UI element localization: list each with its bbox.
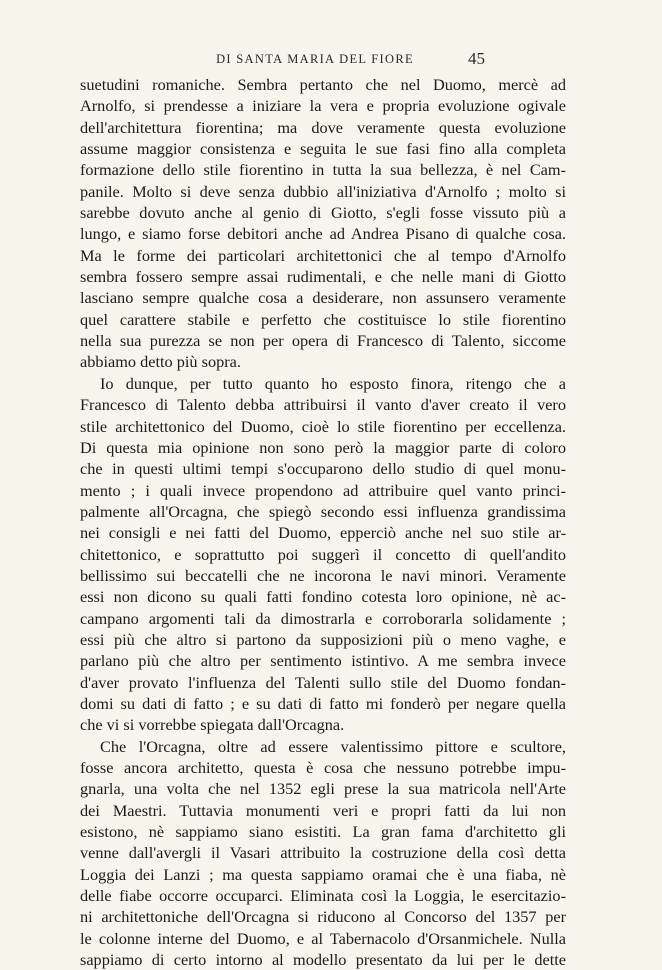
text-line: venne dall'avergli il Vasari attribuito la costruzione della così detta (80, 843, 566, 863)
paragraph (80, 373, 566, 736)
text-line: nei consigli e nei fatti del Duomo, epperciò anche nel suo stile ar- (80, 523, 566, 543)
text-line: d'aver provato l'influenza del Talenti sullo stile del Duomo fondan- (80, 672, 566, 692)
text-line: formazione dello stile fiorentino in tutta la sua bellezza, è nel Cam- (80, 160, 566, 180)
text-line: delle fiabe occorre occuparci. Eliminata così la Loggia, le esercitazio- (80, 886, 566, 906)
paragraph (80, 736, 566, 970)
text-line: assume maggior consistenza e seguita le sue fasi fino alla completa (80, 139, 566, 159)
text-line: dell'architettura fiorentina; ma dove veramente questa evoluzione (80, 117, 566, 137)
text-line: ni architettoniche dell'Orcagna si riducono al Concorso del 1357 per (80, 907, 566, 927)
text-line: stile architettonico del Duomo, cioè lo stile fiorentino per eccellenza. (80, 416, 566, 436)
text-line: abbiamo detto più sopra. (80, 352, 241, 372)
text-line: sembra fossero sempre assai rudimentali, e che nelle mani di Giotto (80, 267, 566, 287)
text-line: Che l'Orcagna, oltre ad essere valentissimo pittore e scultore, (100, 736, 566, 756)
text-line: chitettonico, e soprattutto poi suggerì il concetto di quell'andito (80, 544, 566, 564)
text-line: Loggia dei Lanzi ; ma questa sappiamo oramai che è una fiaba, nè (80, 864, 566, 884)
text-line: Ma le forme dei particolari architettonici che al tempo d'Arnolfo (80, 245, 566, 265)
text-line: Di questa mia opinione non sono però la maggior parte di coloro (80, 437, 566, 457)
page-number: 45 (468, 49, 485, 68)
text-line: dei Maestri. Tuttavia monumenti veri e propri fatti da lui non (80, 800, 566, 820)
text-line: esistono, nè sappiamo siano esistiti. La gran fama d'architetto gli (80, 822, 566, 842)
text-line: essi più che altro si partono da supposizioni più o meno vaghe, e (80, 629, 566, 649)
body-text (80, 74, 566, 970)
text-line: che in questi ultimi tempi s'occuparono dello studio di quel monu- (80, 459, 566, 479)
text-line: campano argomenti tali da dimostrarla e corroborarla solidamente ; (80, 608, 566, 628)
text-line: mento ; i quali invece propendono ad attribuire quel vanto princi- (80, 480, 566, 500)
text-line: suetudini romaniche. Sembra pertanto che nel Duomo, mercè ad (80, 75, 566, 94)
text-line: panile. Molto si deve senza dubbio all'iniziativa d'Arnolfo ; molto si (80, 181, 566, 201)
text-line: fosse ancora architetto, questa è cosa che nessuno potrebbe impu- (80, 758, 566, 777)
text-line: quel carattere stabile e perfetto che costituisce lo stile fiorentino (80, 309, 566, 329)
text-line: le colonne interne del Duomo, e al Tabernacolo d'Orsanmichele. Nulla (80, 928, 566, 948)
text-line: gnarla, una volta che nel 1352 egli prese la sua matricola nell'Arte (80, 779, 566, 799)
text-line: essi non dicono su quali fatti fondino cotesta loro opinione, nè ac- (80, 587, 566, 607)
text-line: lasciano sempre qualche cosa a desiderare, non assunsero veramente (80, 288, 566, 308)
text-line: Francesco di Talento debba attribuirsi il vanto d'aver creato il vero (80, 395, 566, 415)
text-line: bellissimo sui beccatelli che ne incorona le navi minori. Veramente (80, 565, 566, 585)
paragraph (80, 74, 566, 373)
text-line: domi su dati di fatto ; e su dati di fatto mi fonderò per negare quella (80, 693, 566, 713)
text-line: che vi si vorrebbe spiegata dall'Orcagna. (80, 715, 345, 735)
text-line: Arnolfo, si prendesse a iniziare la vera e propria evoluzione ogivale (80, 96, 566, 116)
text-line: nella sua purezza se non per opera di Francesco di Talento, siccome (80, 331, 566, 351)
text-line: Io dunque, per tutto quanto ho esposto finora, ritengo che a (100, 373, 566, 393)
running-header: DI SANTA MARIA DEL FIORE (216, 52, 414, 66)
text-line: sappiamo di certo intorno al modello presentato da lui per le dette (80, 950, 566, 970)
text-line: lungo, e siamo forse debitori anche ad Andrea Pisano di qualche cosa. (80, 224, 566, 244)
text-line: palmente all'Orcagna, che spiegò secondo essi influenza grandissima (80, 501, 566, 521)
text-line: parlano più che altro per sentimento istintivo. A me sembra invece (80, 651, 566, 671)
text-line: sarebbe dovuto anche al genio di Giotto, s'egli fosse vissuto più a (80, 203, 566, 223)
